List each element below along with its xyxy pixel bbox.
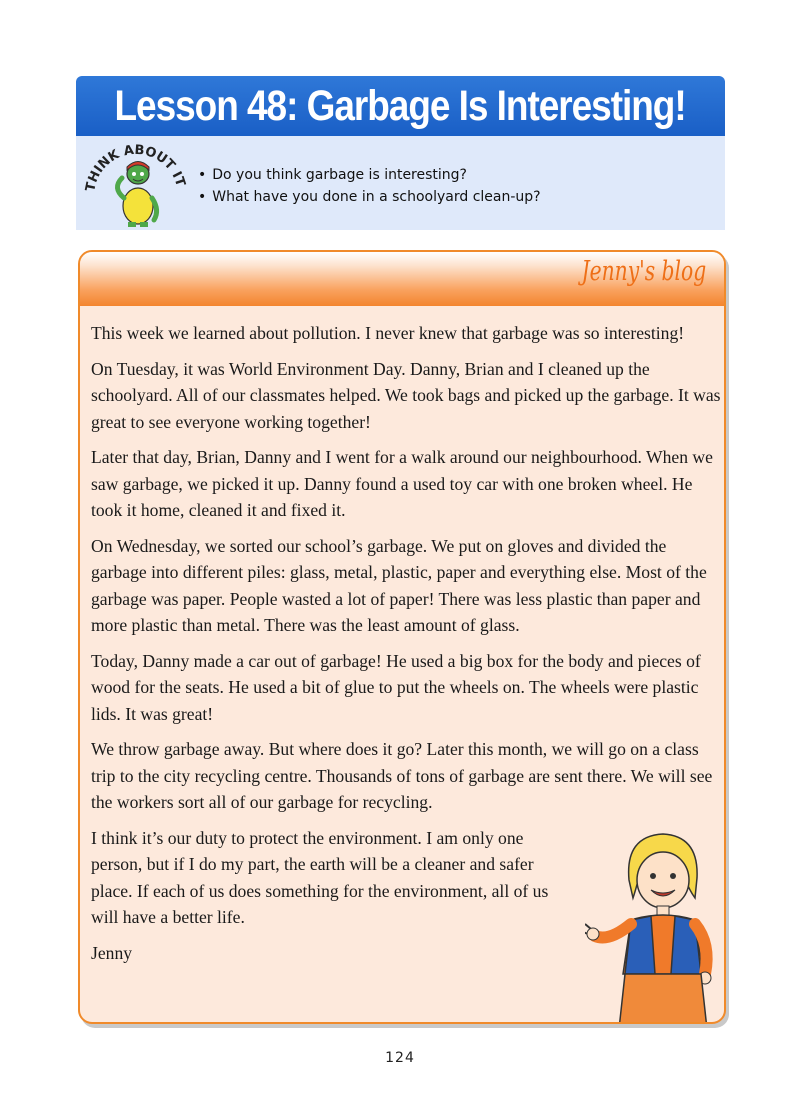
blog-paragraph: Today, Danny made a car out of garbage! He used a big box for the body and pieces of wood for the seats. He used a bit of glue to put the wheels on. The wheels were plastic lids. It was great!: [91, 650, 701, 724]
blog-panel: [78, 250, 726, 1024]
blog-header: [80, 252, 724, 306]
think-about-it-badge: [82, 140, 190, 228]
blog-title: Jenny's blog: [581, 256, 706, 287]
page-number: 124: [385, 1050, 415, 1066]
turtle-mascot-icon: [117, 162, 156, 228]
blog-paragraph: This week we learned about pollution. I never knew that garbage was so interesting!: [91, 323, 685, 343]
blog-paragraph: On Wednesday, we sorted our school’s garbage. We put on gloves and divided the garbage into different piles: glass, metal, plastic, paper and everything else. Most of the garbage was paper. People wasted a lot of paper! There was less plastic than paper and more plastic than metal. There was the least amount of glass.: [91, 535, 707, 635]
blog-paragraph: On Tuesday, it was World Environment Day. Danny, Brian and I cleaned up the schoolyard. All of our classmates helped. We took bags and picked up the garbage. It was great to see everyone working together!: [91, 358, 721, 432]
think-question: • What have you done in a schoolyard clean-up?: [198, 186, 541, 208]
lesson-title-bar: [76, 76, 725, 136]
blog-paragraph: I think it’s our duty to protect the environment. I am only one person, but if I do my part, the earth will be a cleaner and safer place. If each of us does something for the environment, all of us will have a better life.: [91, 827, 549, 927]
lesson-title: Lesson 48: Garbage Is Interesting!: [114, 81, 687, 130]
think-question: • Do you think garbage is interesting?: [198, 164, 541, 186]
blog-paragraph: Later that day, Brian, Danny and I went for a walk around our neighbourhood. When we saw garbage, we picked it up. Danny found a used toy car with one broken wheel. He took it home, cleaned it and fixed it.: [91, 447, 713, 520]
badge-text: THINK ABOUT IT: [83, 142, 188, 193]
blog-paragraph: We throw garbage away. But where does it go? Later this month, we will go on a class trip to the city recycling centre. Thousands of tons of garbage are sent there. We will see the workers sort all of our garbage for recycling.: [91, 739, 713, 812]
blog-signature: Jenny: [91, 942, 133, 963]
jenny-illustration: [585, 824, 726, 1024]
think-about-it-box: [76, 136, 725, 230]
think-questions-list: [198, 164, 541, 208]
